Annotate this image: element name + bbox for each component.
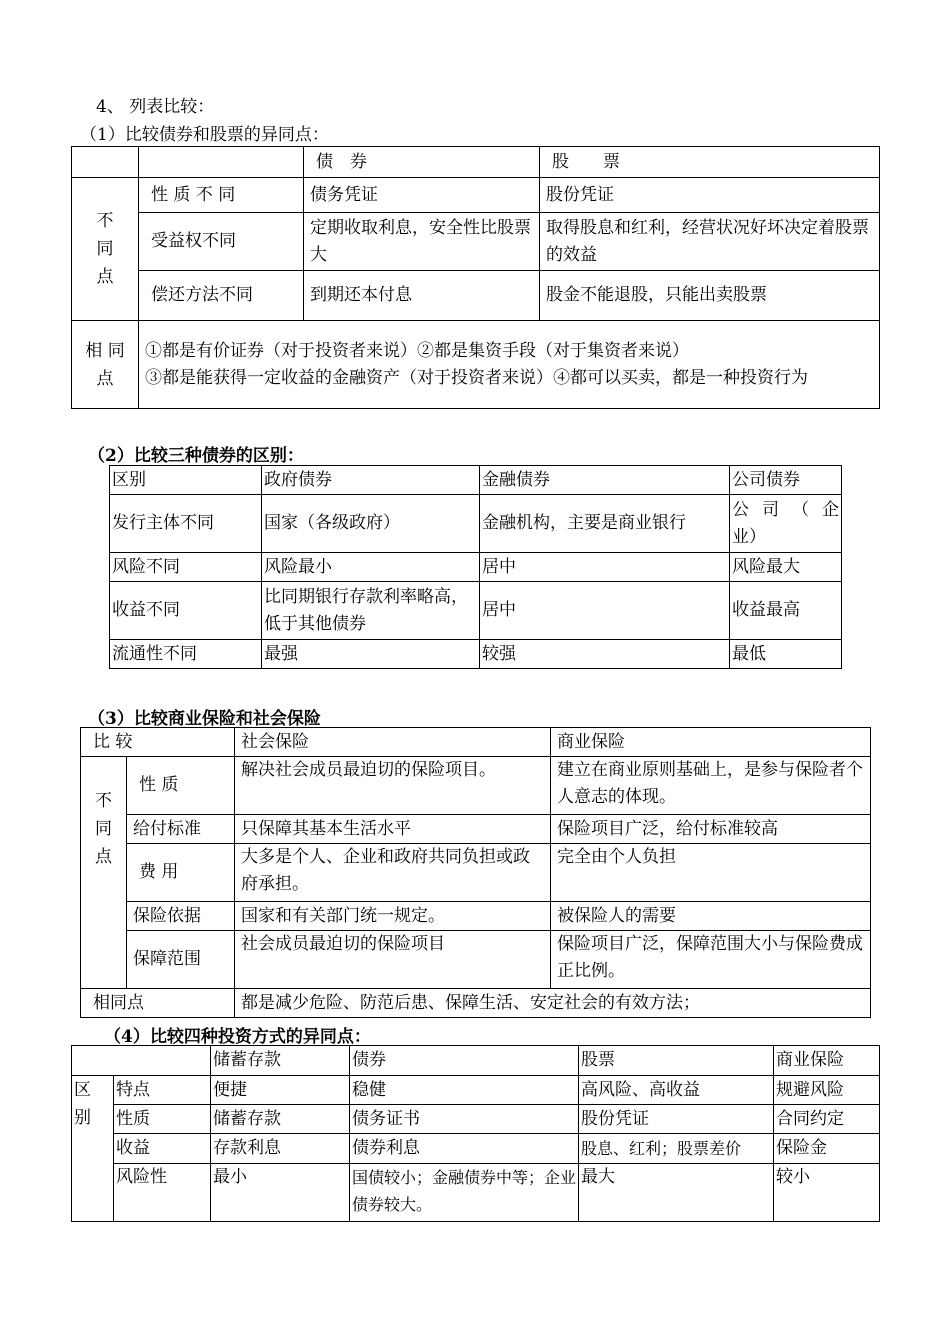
row-label: 给付标准 xyxy=(127,815,235,844)
cell: 解决社会成员最迫切的保险项目。 xyxy=(235,757,551,815)
row-label: 发行主体不同 xyxy=(110,495,262,553)
same-label: 相 同 点 xyxy=(72,321,139,409)
row-label: 保障范围 xyxy=(127,931,235,989)
row-label: 偿还方法不同 xyxy=(139,271,304,321)
header-cell: 公司债券 xyxy=(730,466,842,495)
cell: 金融机构，主要是商业银行 xyxy=(480,495,730,553)
cell: 存款利息 xyxy=(211,1134,350,1164)
bond-stock-table xyxy=(71,146,880,409)
row-label: 性 质 不 同 xyxy=(139,178,304,213)
cell: 股息、红利；股票差价 xyxy=(579,1134,774,1164)
row-label: 特点 xyxy=(114,1076,211,1105)
diff-label: 区 别 xyxy=(72,1076,114,1222)
cell: 大多是个人、企业和政府共同负担或政府承担。 xyxy=(235,844,551,902)
cell: 保险项目广泛，给付标准较高 xyxy=(551,815,871,844)
row-label: 收益不同 xyxy=(110,582,262,640)
section-title: 4、 列表比较： xyxy=(96,97,215,117)
investment-table xyxy=(71,1045,880,1222)
cell: 风险最大 xyxy=(730,553,842,582)
cell: 债券利息 xyxy=(350,1134,579,1164)
cell: 国家（各级政府） xyxy=(262,495,480,553)
cell: 比同期银行存款利率略高，低于其他债券 xyxy=(262,582,480,640)
row-label: 风险不同 xyxy=(110,553,262,582)
bond-types-table xyxy=(109,465,842,669)
row-label: 流通性不同 xyxy=(110,640,262,669)
header-cell: 债券 xyxy=(350,1046,579,1076)
table4-title: （4）比较四种投资方式的异同点： xyxy=(104,1027,371,1047)
bond-cell: 债务凭证 xyxy=(304,178,540,213)
table3-title: （3）比较商业保险和社会保险 xyxy=(88,709,321,729)
col-stock-header: 股 票 xyxy=(540,147,880,178)
same-label: 相同点 xyxy=(81,989,235,1018)
cell: 收益最高 xyxy=(730,582,842,640)
stock-cell: 股金不能退股，只能出卖股票 xyxy=(540,271,880,321)
same-text: ①都是有价证券（对于投资者来说）②都是集资手段（对于集资者来说） ③都是能获得一定收益的金融资产（对于投资者来说）④都可以买卖，都是一种投资行为 xyxy=(139,321,880,409)
header-cell: 比 较 xyxy=(81,728,235,757)
empty-cell xyxy=(72,147,139,178)
cell: 较小 xyxy=(774,1164,880,1222)
same-text: 都是减少危险、防范后患、保障生活、安定社会的有效方法； xyxy=(235,989,871,1018)
cell: 被保险人的需要 xyxy=(551,902,871,931)
cell: 股份凭证 xyxy=(579,1105,774,1134)
cell: 完全由个人负担 xyxy=(551,844,871,902)
table1-title: （1）比较债券和股票的异同点： xyxy=(80,125,329,145)
header-cell: 政府债券 xyxy=(262,466,480,495)
cell: 债务证书 xyxy=(350,1105,579,1134)
cell: 稳健 xyxy=(350,1076,579,1105)
bond-cell: 定期收取利息，安全性比股票大 xyxy=(304,213,540,271)
header-cell: 商业保险 xyxy=(774,1046,880,1076)
empty-cell xyxy=(72,1046,211,1076)
cell: 保险项目广泛，保障范围大小与保险费成正比例。 xyxy=(551,931,871,989)
row-label: 性 质 xyxy=(127,757,235,815)
cell: 最低 xyxy=(730,640,842,669)
cell: 保险金 xyxy=(774,1134,880,1164)
header-cell: 社会保险 xyxy=(235,728,551,757)
row-label: 费 用 xyxy=(127,844,235,902)
cell: 最强 xyxy=(262,640,480,669)
cell: 规避风险 xyxy=(774,1076,880,1105)
header-cell: 商业保险 xyxy=(551,728,871,757)
stock-cell: 股份凭证 xyxy=(540,178,880,213)
cell: 合同约定 xyxy=(774,1105,880,1134)
diff-label: 不 同 点 xyxy=(72,178,139,321)
row-label: 受益权不同 xyxy=(139,213,304,271)
row-label: 风险性 xyxy=(114,1164,211,1222)
diff-label: 不 同 点 xyxy=(81,757,127,989)
cell: 最小 xyxy=(211,1164,350,1222)
header-cell: 股票 xyxy=(579,1046,774,1076)
cell: 居中 xyxy=(480,582,730,640)
header-cell: 储蓄存款 xyxy=(211,1046,350,1076)
cell: 最大 xyxy=(579,1164,774,1222)
empty-cell xyxy=(139,147,304,178)
bond-cell: 到期还本付息 xyxy=(304,271,540,321)
cell: 风险最小 xyxy=(262,553,480,582)
cell: 国家和有关部门统一规定。 xyxy=(235,902,551,931)
cell: 高风险、高收益 xyxy=(579,1076,774,1105)
table2-title: （2）比较三种债券的区别： xyxy=(88,446,304,466)
cell: 只保障其基本生活水平 xyxy=(235,815,551,844)
cell: 居中 xyxy=(480,553,730,582)
insurance-table xyxy=(80,727,871,1018)
cell: 较强 xyxy=(480,640,730,669)
cell: 公 司 （ 企业） xyxy=(730,495,842,553)
col-bond-header: 债 券 xyxy=(304,147,540,178)
cell: 建立在商业原则基础上，是参与保险者个人意志的体现。 xyxy=(551,757,871,815)
cell: 便捷 xyxy=(211,1076,350,1105)
cell: 社会成员最迫切的保险项目 xyxy=(235,931,551,989)
cell: 储蓄存款 xyxy=(211,1105,350,1134)
stock-cell: 取得股息和红利，经营状况好坏决定着股票的效益 xyxy=(540,213,880,271)
row-label: 性质 xyxy=(114,1105,211,1134)
cell: 国债较小；金融债券中等；企业债券较大。 xyxy=(350,1164,579,1222)
row-label: 保险依据 xyxy=(127,902,235,931)
header-cell: 金融债券 xyxy=(480,466,730,495)
header-cell: 区别 xyxy=(110,466,262,495)
row-label: 收益 xyxy=(114,1134,211,1164)
